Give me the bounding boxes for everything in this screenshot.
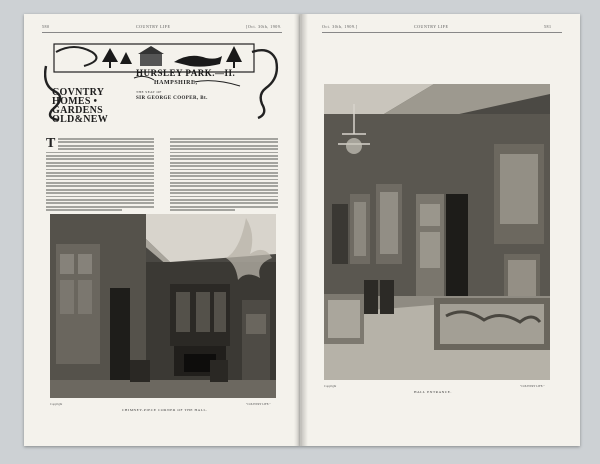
hall-interior-illustration bbox=[50, 214, 276, 398]
text-block-indented bbox=[58, 138, 154, 150]
article-text-column-1 bbox=[46, 138, 154, 224]
series-title: COVNTRY HOMES • GARDENS OLD&NEW bbox=[52, 87, 108, 125]
article-title: HURSLEY PARK.—II. bbox=[136, 68, 236, 78]
right-date: Oct. 30th, 1909.] bbox=[322, 24, 358, 29]
chimney-piece-photo bbox=[50, 214, 276, 398]
hall-entrance-photo bbox=[324, 84, 550, 380]
drop-cap: T bbox=[46, 136, 56, 151]
left-date: [Oct. 30th, 1909. bbox=[246, 24, 282, 29]
left-photo-caption: CHIMNEY-PIECE CORNER OF THE HALL. bbox=[122, 408, 208, 412]
magazine-spread bbox=[24, 14, 580, 446]
owner-name: SIR GEORGE COOPER, Bt. bbox=[136, 96, 208, 101]
left-page bbox=[24, 14, 300, 446]
seat-line: THE SEAT OF bbox=[136, 90, 162, 94]
article-text-column-2 bbox=[170, 138, 278, 224]
left-photo-credit-left: Copyright bbox=[50, 402, 63, 406]
right-photo-credit-right: "COUNTRY LIFE." bbox=[520, 384, 545, 388]
left-head-rule bbox=[42, 32, 282, 33]
right-photo-credit-left: Copyright bbox=[324, 384, 337, 388]
county-label: HAMPSHIRE, bbox=[154, 80, 198, 86]
article-header-banner bbox=[44, 38, 282, 125]
left-running-head: COUNTRY LIFE bbox=[136, 24, 171, 29]
right-folio: 581 bbox=[544, 24, 552, 29]
left-folio: 580 bbox=[42, 24, 50, 29]
left-photo-credit-right: "COUNTRY LIFE." bbox=[246, 402, 271, 406]
right-running-head: COUNTRY LIFE bbox=[414, 24, 449, 29]
right-photo-caption: HALL ENTRANCE. bbox=[414, 390, 453, 394]
hall-entrance-illustration bbox=[324, 84, 550, 380]
right-head-rule bbox=[322, 32, 562, 33]
right-page bbox=[300, 14, 580, 446]
